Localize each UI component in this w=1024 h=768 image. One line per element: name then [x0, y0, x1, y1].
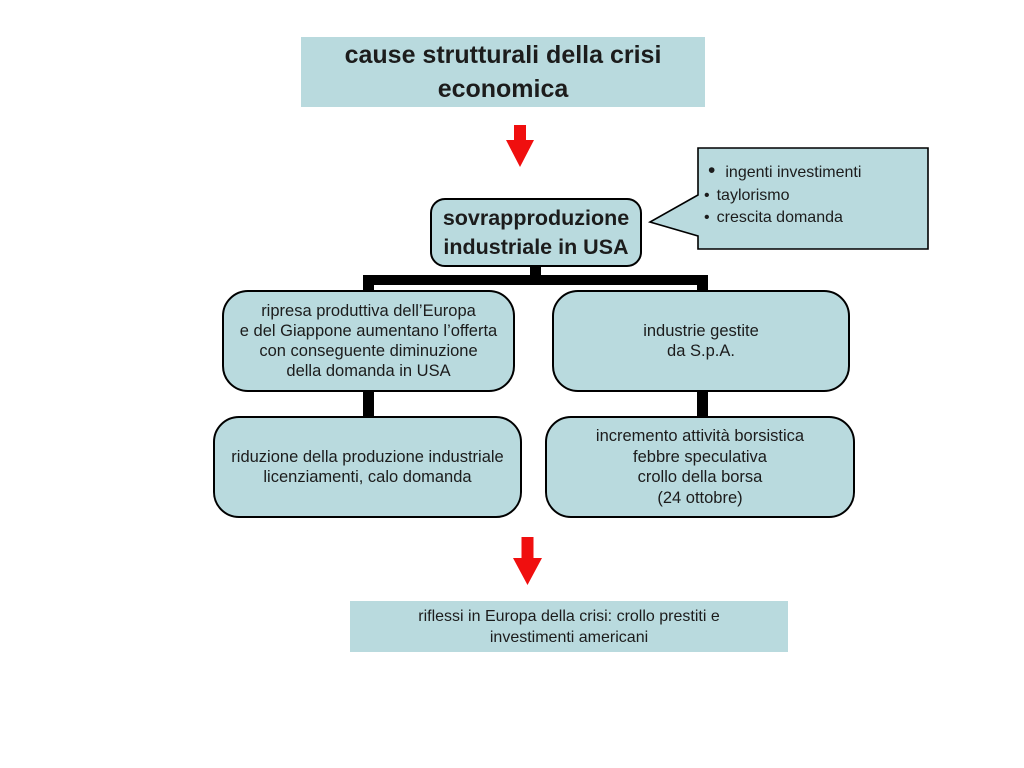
callout-item-label: ingenti investimenti: [725, 164, 862, 181]
down-arrow-icon: [506, 125, 534, 167]
callout-item: [704, 160, 920, 185]
title-line: economica: [437, 75, 569, 103]
industrie-gestite-box: [552, 290, 850, 392]
text-line: riduzione della produzione industriale: [231, 447, 504, 466]
sovrapproduzione-box: [430, 198, 642, 267]
callout-item: [704, 207, 920, 230]
text-line: febbre speculativa: [633, 447, 767, 466]
text-line: incremento attività borsistica: [595, 427, 805, 445]
connector-horizontal-bar: [364, 275, 708, 285]
text-line: investimenti americani: [489, 628, 649, 646]
text-line: industriale in USA: [443, 234, 629, 259]
bullet-icon: •: [708, 159, 716, 182]
text-line: industrie gestite: [643, 322, 759, 340]
text-line: (24 ottobre): [657, 488, 743, 507]
text-line: sovrapproduzione: [442, 205, 630, 230]
text-line: con conseguente diminuzione: [259, 342, 478, 360]
title-box: [301, 37, 705, 107]
text-line: riflessi in Europa della crisi: crollo prestiti e: [418, 607, 720, 625]
title-line: cause strutturali della crisi: [344, 41, 662, 69]
footer-box: [350, 601, 788, 652]
text-line: e del Giappone aumentano l’offerta: [239, 322, 498, 340]
text-line: della domanda in USA: [286, 362, 451, 380]
callout-item-label: crescita domanda: [716, 209, 843, 226]
connector-right-upper: [697, 275, 708, 291]
text-line: licenziamenti, calo domanda: [263, 468, 472, 486]
callout-item-label: taylorismo: [716, 186, 790, 204]
callout-list: [704, 160, 920, 230]
bullet-icon: •: [704, 186, 710, 204]
bullet-icon: •: [704, 209, 710, 226]
connector-left-upper: [363, 275, 374, 291]
ripresa-produttiva-box: [222, 290, 515, 392]
connector-left-lower: [363, 391, 374, 417]
riduzione-produzione-box: [213, 416, 522, 518]
incremento-borsistica-box: [545, 416, 855, 518]
connector-right-lower: [697, 391, 708, 417]
text-line: ripresa produttiva dell’Europa: [261, 302, 476, 320]
down-arrow-icon: [513, 537, 542, 585]
callout-item: [704, 185, 920, 208]
text-line: crollo della borsa: [637, 468, 763, 486]
text-line: da S.p.A.: [667, 342, 735, 360]
